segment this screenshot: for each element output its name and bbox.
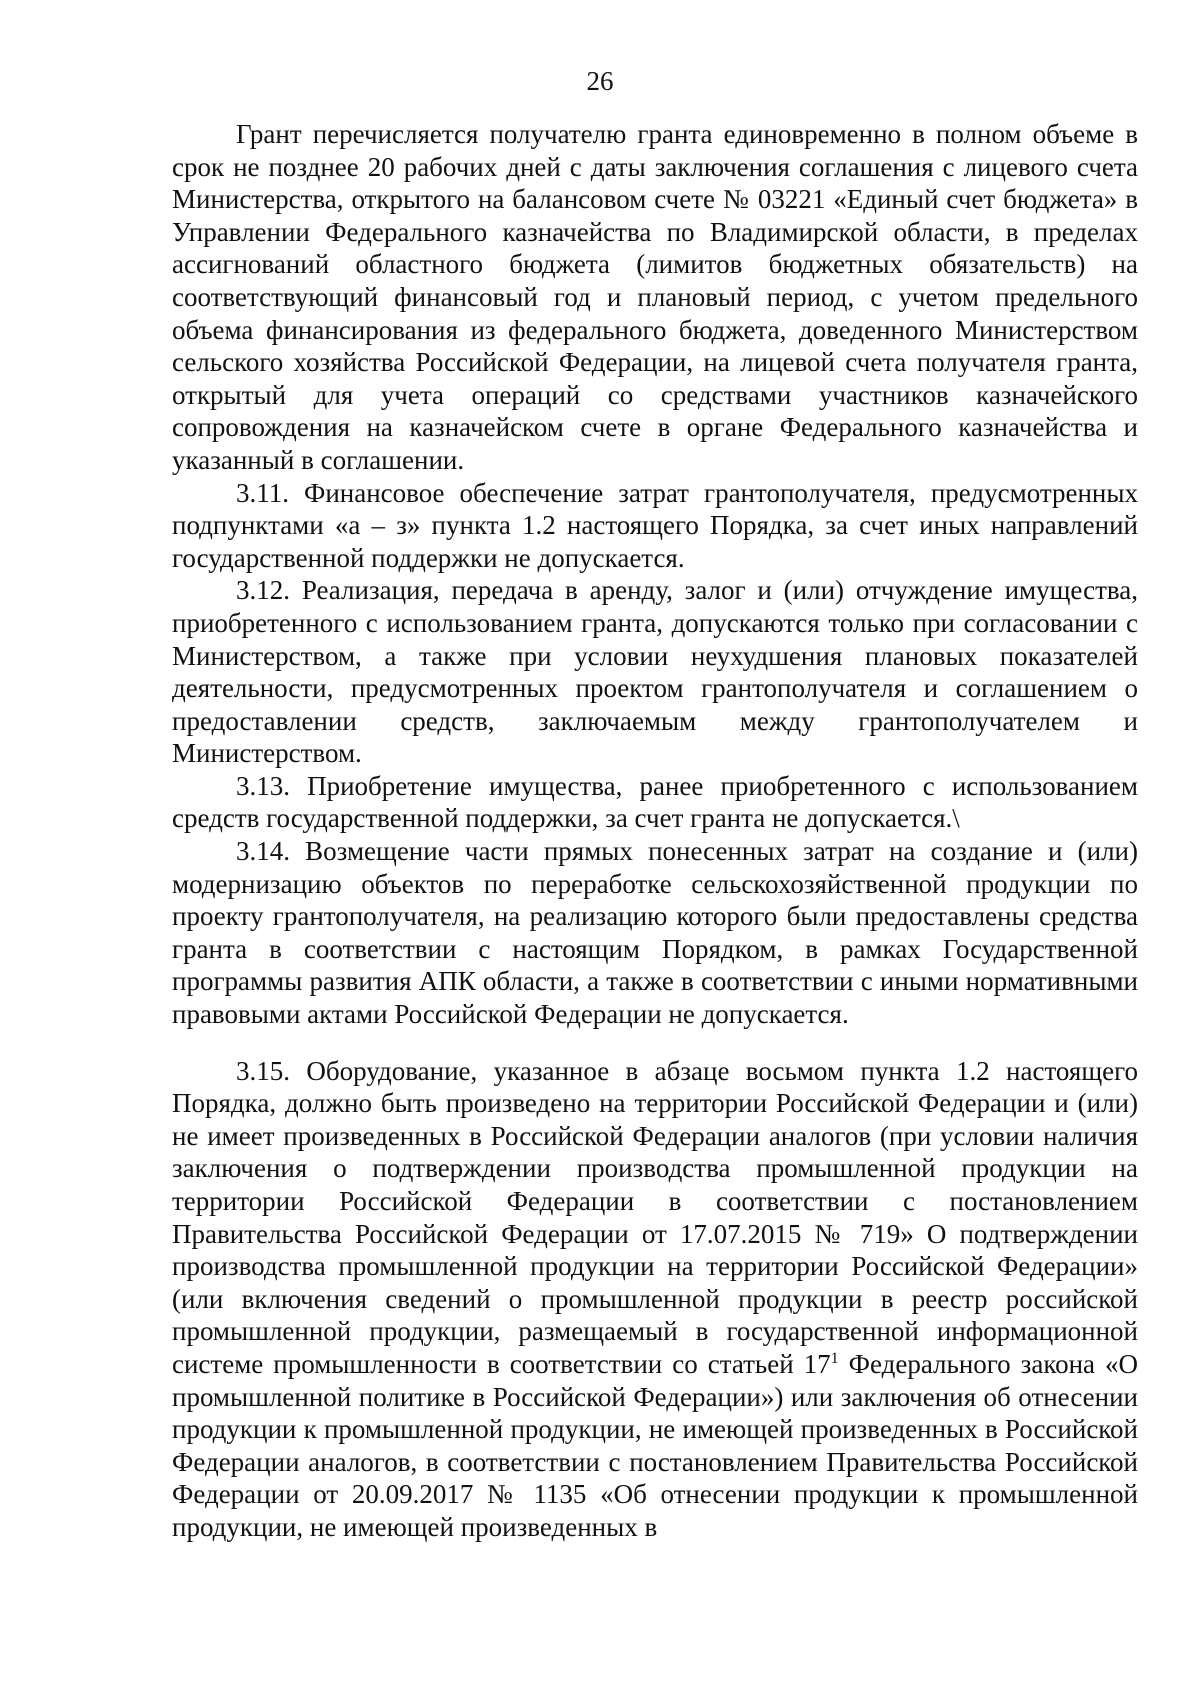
paragraph-3-12: 3.12. Реализация, передача в аренду, залог и (или) отчуждение имущества, приобретенного с использованием гранта, допускаются только при согласовании с Министерством, а также при условии неухудшения плановых показателей деятельности, предусмотренных проектом грантополучателя и соглашением о предоставлении средств, заключаемым между грантополучателем и Министерством.	[172, 575, 1138, 769]
document-body	[172, 118, 1138, 1544]
superscript-1: 1	[830, 1349, 839, 1367]
paragraph-3-15-part-2: Федерального закона «О промышленной политике в Российской Федерации») или заключения об отнесении продукции к промышленной продукции, не имеющей произведенных в Российской Федерации аналогов, в соответствии с постановлением Правительства Российской Федерации от 20.09.2017 № 1135 «Об отнесении продукции к промышленной продукции, не имеющей произведенных в	[172, 1348, 1138, 1542]
paragraph-3-15-part-1: 3.15. Оборудование, указанное в абзаце восьмом пункта 1.2 настоящего Порядка, должно быть произведено на территории Российской Федерации и (или) не имеет произведенных в Российской Федерации аналогов (при условии наличия заключения о подтверждении производства промышленной продукции на территории Российской Федерации в соответствии с постановлением Правительства Российской Федерации от 17.07.2015 № 719» О подтверждении производства промышленной продукции на территории Российской Федерации» (или включения сведений о промышленной продукции в реестр российской промышленной продукции, размещаемый в государственной информационной системе промышленности в соответствии со статьей 17	[172, 1055, 1138, 1379]
paragraph-grant-transfer: Грант перечисляется получателю гранта единовременно в полном объеме в срок не позднее 20 рабочих дней с даты заключения соглашения с лицевого счета Министерства, открытого на балансовом счете № 03221 «Единый счет бюджета» в Управлении Федерального казначейства по Владимирской области, в пределах ассигнований областного бюджета (лимитов бюджетных обязательств) на соответствующий финансовый год и плановый период, с учетом предельного объема финансирования из федерального бюджета, доведенного Министерством сельского хозяйства Российской Федерации, на лицевой счета получателя гранта, открытый для учета операций со средствами участников казначейского сопровождения на казначейском счете в органе Федерального казначейства и указанный в соглашении.	[172, 119, 1138, 475]
paragraph-3-15	[172, 1055, 1138, 1544]
paragraph-3-11: 3.11. Финансовое обеспечение затрат грантополучателя, предусмотренных подпунктами «а – з» пункта 1.2 настоящего Порядка, за счет иных направлений государственной поддержки не допускается.	[172, 477, 1138, 573]
paragraph-3-13: 3.13. Приобретение имущества, ранее приобретенного с использованием средств государственной поддержки, за счет гранта не допускается.\	[172, 770, 1138, 834]
page-number: 26	[586, 66, 614, 96]
paragraph-3-14: 3.14. Возмещение части прямых понесенных затрат на создание и (или) модернизацию объектов по переработке сельскохозяйственной продукции по проекту грантополучателя, на реализацию которого были предоставлены средства гранта в соответствии с настоящим Порядком, в рамках Государственной программы развития АПК области, а также в соответствии с иными нормативными правовыми актами Российской Федерации не допускается.	[172, 836, 1138, 1030]
